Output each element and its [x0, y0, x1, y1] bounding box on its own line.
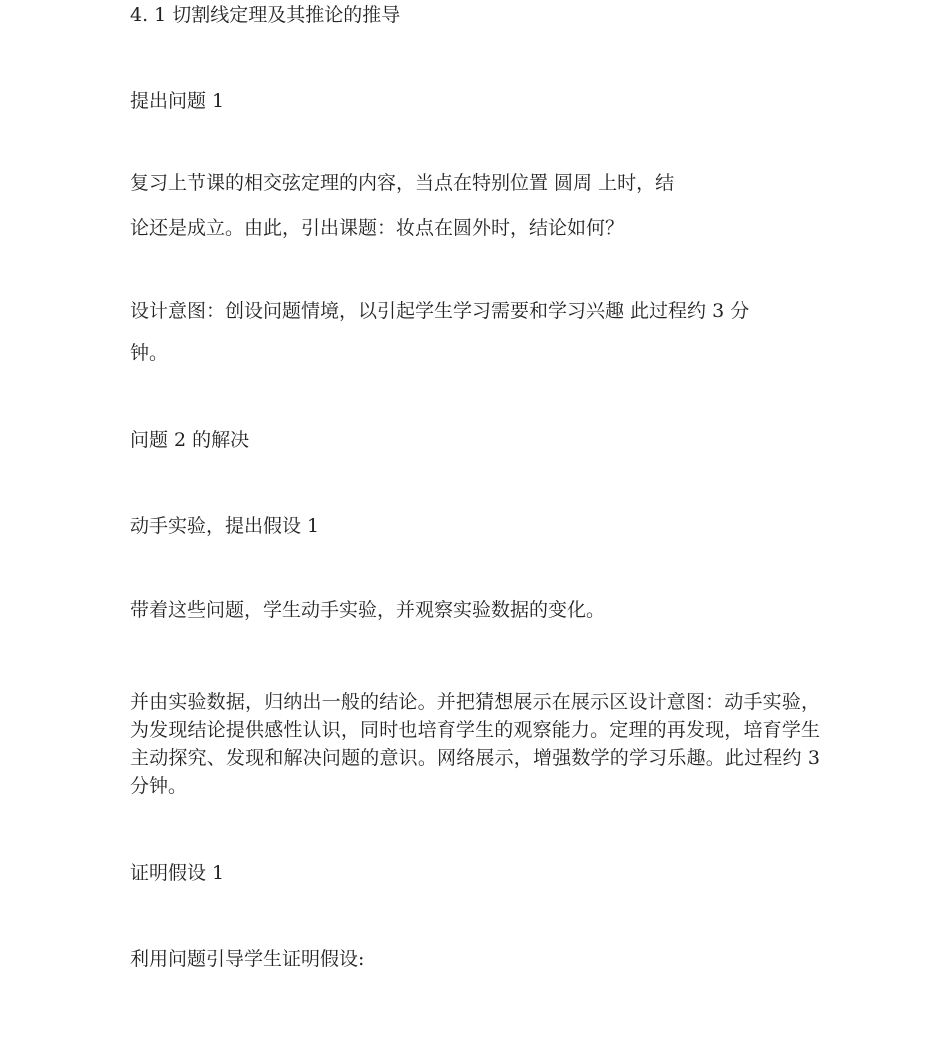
- design-intent-line-1: 设计意图：创设问题情境，以引起学生学习需要和学习兴趣 此过程约 3 分: [130, 300, 750, 322]
- design-intent-line-2: 钟。: [130, 342, 169, 364]
- summary-paragraph: 并由实验数据，归纳出一般的结论。并把猜想展示在展示区设计意图：动手实验，为发现结论提供感性认识，同时也培育学生的观察能力。定理的再发现，培育学生主动探究、发现和解决问题的意识。网络展示，增强数学的学习乐趣。此过程约 3 分钟。: [130, 691, 820, 797]
- proof-title: 证明假设 1: [130, 862, 225, 884]
- experiment-title: 动手实验，提出假设 1: [130, 515, 320, 537]
- question-1-text-line-2: 论还是成立。由此，引出课题：妆点在圆外时，结论如何？: [130, 217, 625, 239]
- experiment-text: 带着这些问题，学生动手实验，并观察实验数据的变化。: [130, 599, 606, 621]
- section-heading: 4. 1 切割线定理及其推论的推导: [130, 4, 401, 26]
- question-1-title: 提出问题 1: [130, 90, 225, 112]
- question-2-title: 问题 2 的解决: [130, 429, 250, 451]
- question-1-text-line-1: 复习上节课的相交弦定理的内容，当点在特别位置 圆周 上时，结: [130, 172, 675, 194]
- proof-text: 利用问题引导学生证明假设:: [130, 948, 365, 970]
